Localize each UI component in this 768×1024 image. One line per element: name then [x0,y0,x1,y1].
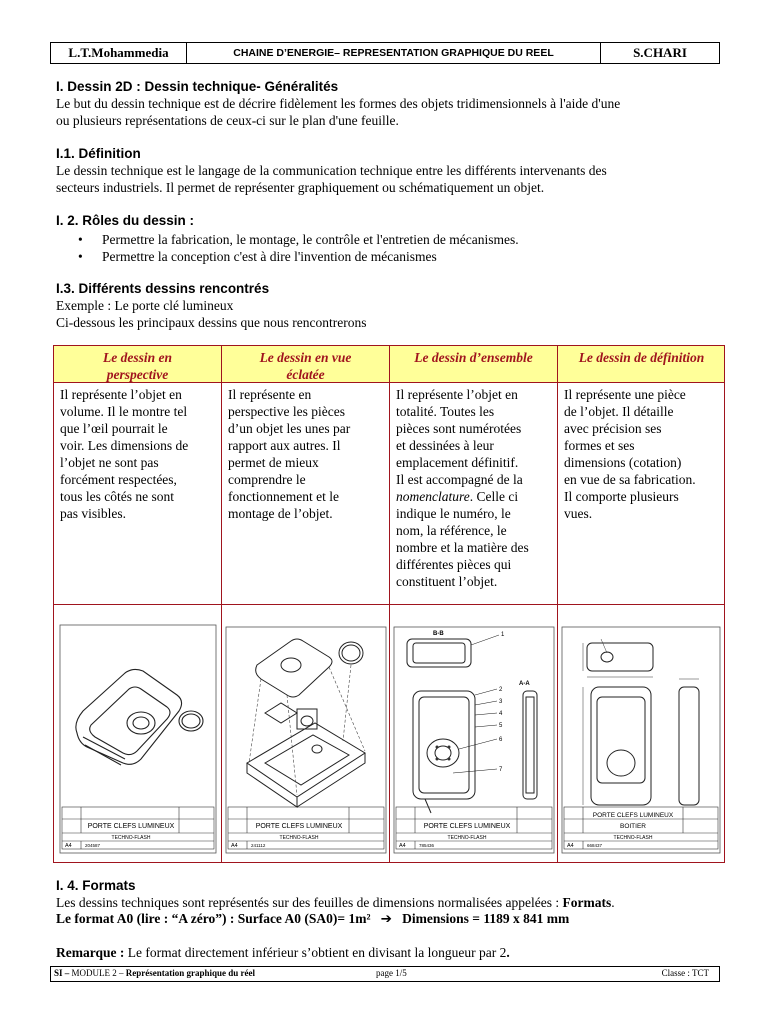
page-footer: SI – MODULE 2 – Représentation graphique du réel page 1/5 Classe : TCT [50,966,720,982]
callout-number: 3 [499,699,503,705]
formats-line1: Les dessins techniques sont représentés sur des feuilles de dimensions normalisées appelées : Formats. [56,895,615,910]
bullet-icon: • [78,232,83,247]
header-definition: Le dessin de définition [578,350,705,365]
title-block-ref: 241112 [251,843,266,848]
title-block-sub: TECHNO-FLASH [111,835,151,841]
definition-title: I.1. Définition [56,146,141,161]
cell-definition: Il représente une pièce de l’objet. Il détaille avec précision ses formes et ses dimensions (cotation) en vue de sa fabrication. Il comporte plusieurs vues. [564,387,696,521]
header-assembly: Le dessin d’ensemble [414,350,533,365]
formats-title: I. 4. Formats [56,878,136,893]
section-intro-line1: Le but du dessin technique est de décrire fidèlement les formes des objets tridimensionnels à l'aide d'une [56,96,621,111]
definition-line2: secteurs industriels. Il permet de représenter graphiquement ou schématiquement un objet. [56,180,545,195]
cell-assembly: Il représente l’objet en totalité. Toutes les pièces sont numérotées et dessinées à leur emplacement définitif. Il est accompagné de la nomenclature. Celle ci indique le numéro, le nom, la référence, le nombre et la matière des différentes pièces qui constituent l’objet. [396,387,529,589]
bullet-icon: • [78,249,83,264]
title-block-format: A4 [65,843,72,849]
formats-remark: Remarque : Le format directement inférieur s’obtient en divisant la longueur par 2. [56,945,510,960]
page-number: page 1/5 [376,968,407,978]
section-title: I. Dessin 2D : Dessin technique- Généralités [56,79,339,94]
arrow-right-icon: ➔ [380,911,392,927]
definition-drawing [561,613,721,855]
title-block-title: PORTE CLEFS LUMINEUX [423,823,511,830]
callout-number: 4 [499,711,503,717]
section-intro-line2: ou plusieurs représentations de ceux-ci sur le plan d'une feuille. [56,113,399,128]
title-block-sub: TECHNO-FLASH [447,835,487,841]
callout-number: 7 [499,767,503,773]
section-label: B-B [433,631,444,637]
title-block-part: BOITIER [619,823,647,830]
callout-number: 5 [499,723,503,729]
title-block-title: PORTE CLEFS LUMINEUX [87,823,175,830]
cell-exploded: Il représente en perspective les pièces d’un objet les unes par rapport aux autres. Il permet de mieux comprendre le fonctionnement et le montage de l’objet. [228,387,351,521]
section-label: A-A [519,681,530,687]
definition-line1: Le dessin technique est le langage de la communication technique entre les différents intervenants des [56,163,607,178]
roles-list [56,231,519,265]
types-example: Exemple : Le porte clé lumineux [56,298,234,313]
title-block-title: PORTE CLEFS LUMINEUX [592,812,674,819]
header-exploded: Le dessin en vue éclatée [259,350,352,382]
title-block-format: A4 [399,843,406,849]
title-block-ref: 668437 [587,843,603,848]
header-table [50,42,720,64]
callout-number: 1 [501,632,505,638]
class-label: Classe : TCT [661,968,709,978]
callout-number: 2 [499,687,503,693]
assembly-drawing [393,613,555,855]
callout-number: 6 [499,737,503,743]
roles-title: I. 2. Rôles du dessin : [56,213,195,228]
table-column-divider [221,346,222,862]
perspective-drawing [59,613,217,855]
drawings-table [53,345,725,863]
title-block-ref: 204587 [85,843,101,848]
list-item: • Permettre la conception c'est à dire l'invention de mécanismes [78,249,437,264]
cell-perspective: Il représente l’objet en volume. Il le montre tel que l’œil pourrait le voir. Les dimensions de l’objet ne sont pas forcément respectées, tous les côtés ne sont pas visibles. [60,387,189,521]
exploded-drawing [225,613,387,855]
title-block-format: A4 [231,843,238,849]
title-block-format: A4 [567,843,574,849]
header-subject: CHAINE D’ENERGIE– REPRESENTATION GRAPHIQUE DU REEL [187,43,601,63]
formats-line2: Le format A0 (lire : “A zéro”) : Surface A0 (SA0)= 1m² ➔ Dimensions = 1189 x 841 mm [56,911,570,927]
header-author: S.CHARI [633,45,687,60]
title-block-ref: 785436 [419,843,435,848]
title-block-sub: TECHNO-FLASH [613,835,653,841]
title-block-sub: TECHNO-FLASH [279,835,319,841]
title-block-title: PORTE CLEFS LUMINEUX [255,823,343,830]
list-item: • Permettre la fabrication, le montage, le contrôle et l'entretien de mécanismes. [78,232,519,247]
types-intro: Ci-dessous les principaux dessins que nous rencontrerons [56,315,367,330]
table-column-divider [389,346,390,862]
header-school: L.T.Mohammedia [51,43,187,63]
header-perspective: Le dessin en perspective [103,350,172,382]
types-title: I.3. Différents dessins rencontrés [56,281,270,296]
nomenclature-term: nomenclature [396,489,470,504]
